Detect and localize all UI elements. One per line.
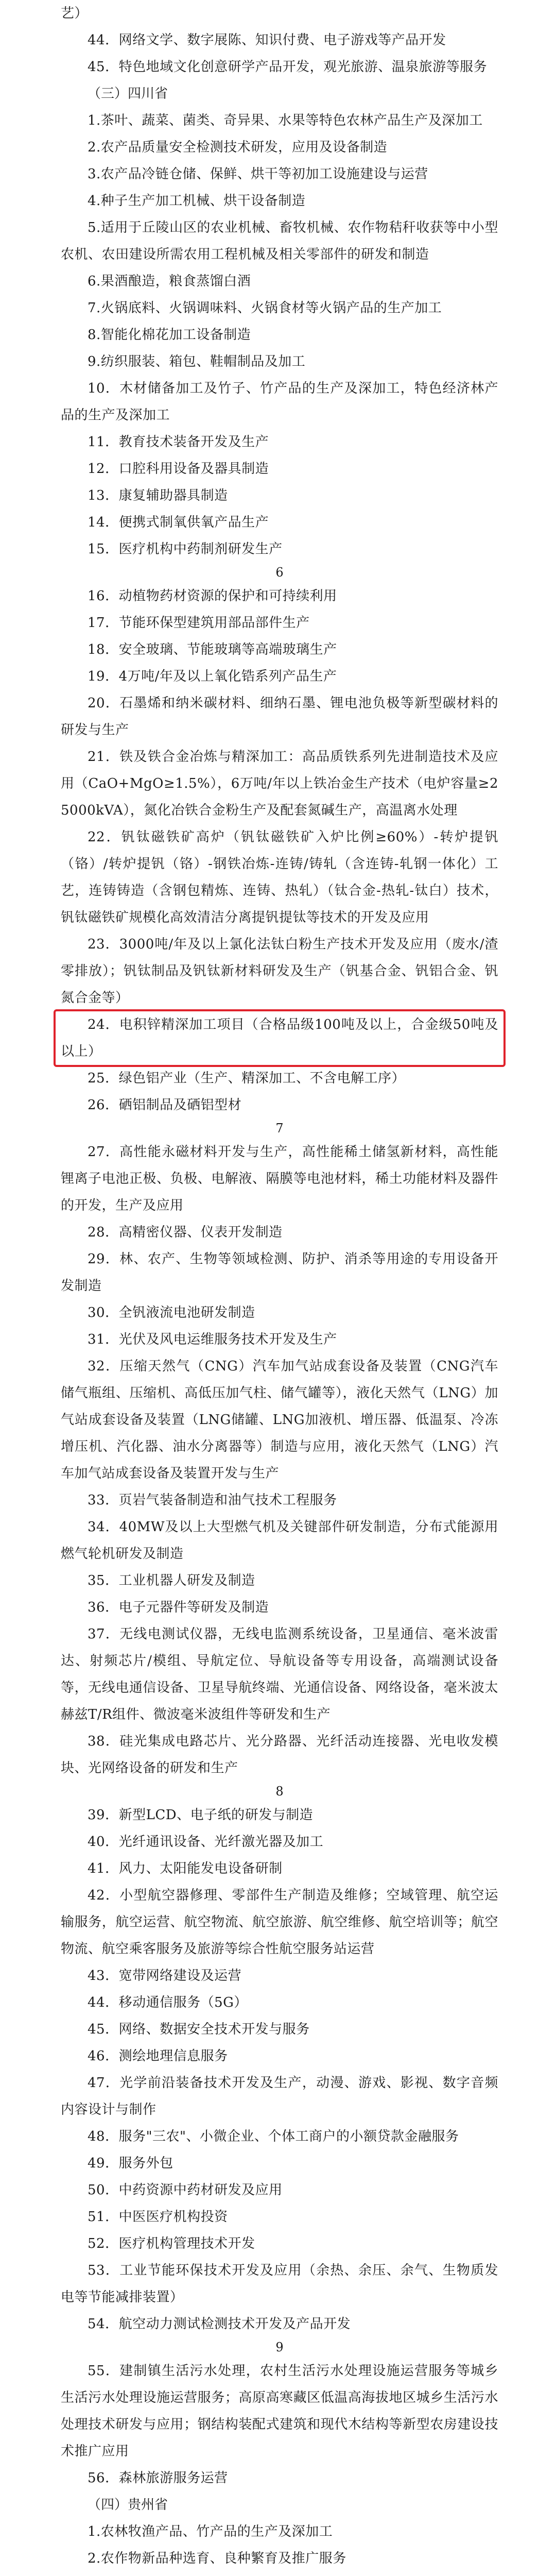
highlighted-list-item: 24．电积锌精深加工项目（合格品级100吨及以上，合金级50吨及以上） xyxy=(61,1017,498,1059)
list-item: 14．便携式制氧供氧产品生产 xyxy=(88,515,269,530)
list-item: 21．铁及铁合金冶炼与精深加工：高品质铁系列先进制造技术及应用（CaO+MgO≥1.5%），6万吨/年以上铁冶金生产技术（电炉容量≥25000kVA），氮化冶铁合金粉生产及配套氮碱生产，高温离水处理 xyxy=(61,749,498,818)
list-item: 39．新型LCD、电子纸的研发与制造 xyxy=(88,1807,314,1823)
list-item: 48．服务"三农"、小微企业、个体工商户的小额贷款金融服务 xyxy=(88,2129,459,2144)
list-item: 15．医疗机构中药制剂研发生产 xyxy=(88,541,283,557)
list-item: 16．动植物药材资源的保护和可持续利用 xyxy=(88,588,337,604)
list-item: 27．高性能永磁材料开发与生产，高性能稀土储氢新材料，高性能锂离子电池正极、负极、电解液、隔膜等电池材料，稀土功能材料及器件的开发，生产及应用 xyxy=(61,1144,498,1213)
list-item: 44．网络文学、数字展陈、知识付费、电子游戏等产品开发 xyxy=(88,32,446,48)
list-item: 29．林、农产、生物等领域检测、防护、消杀等用途的专用设备开发制造 xyxy=(61,1251,498,1294)
list-item: 40．光纤通讯设备、光纤激光器及加工 xyxy=(88,1834,324,1850)
list-item: 8.智能化棉花加工设备制造 xyxy=(88,327,251,343)
list-item: 31．光伏及风电运维服务技术开发及生产 xyxy=(88,1332,337,1347)
list-item: 25．绿色铝产业（生产、精深加工、不含电解工序） xyxy=(88,1071,406,1086)
list-item: 17．节能环保型建筑用部品部件生产 xyxy=(88,615,310,631)
list-item: 19．4万吨/年及以上氧化锆系列产品生产 xyxy=(88,669,337,684)
list-item: 33．页岩气装备制造和油气技术工程服务 xyxy=(88,1493,337,1508)
list-item: 12．口腔科用设备及器具制造 xyxy=(88,461,269,477)
highlight-region xyxy=(61,1011,498,1065)
list-item: 44．移动通信服务（5G） xyxy=(88,1995,248,2010)
list-item: 43．宽带网络建设及运营 xyxy=(88,1968,242,1984)
list-item: 1.农林牧渔产品、竹产品的生产及深加工 xyxy=(88,2524,333,2539)
list-item: 10．木材储备加工及竹子、竹产品的生产及深加工，特色经济林产品的生产及深加工 xyxy=(61,381,498,423)
list-item: 22．钒钛磁铁矿高炉（钒钛磁铁矿入炉比例≥60%）-转炉提钒（铬）/转炉提钒（铬）-钢铁冶炼-连铸/铸轧（含连铸-轧钢一体化）工艺，连铸铸造（含钢包精炼、连铸、热轧）（钛合金-热轧-钛白）技术，钒钛磁铁矿规模化高效清洁分离提钒提钛等技术的开发及应用 xyxy=(61,829,498,925)
list-item: 50．中药资源中药材研发及应用 xyxy=(88,2182,283,2198)
list-item: 35．工业机器人研发及制造 xyxy=(88,1573,255,1588)
list-item: 艺） xyxy=(61,6,89,21)
list-item: 7.火锅底料、火锅调味料、火锅食材等火锅产品的生产加工 xyxy=(88,300,442,316)
list-item: 51．中医医疗机构投资 xyxy=(88,2209,228,2225)
list-item: 5.适用于丘陵山区的农业机械、畜牧机械、农作物秸秆收获等中小型农机、农田建设所需农用工程机械及相关零部件的研发和制造 xyxy=(61,220,498,262)
list-item: 45．网络、数据安全技术开发与服务 xyxy=(88,2022,310,2037)
list-item: 2.农作物新品种选育、良种繁育及推广服务 xyxy=(88,2551,346,2566)
list-item: 42．小型航空器修理、零部件生产制造及维修；空域管理、航空运输服务，航空运营、航空物流、航空旅游、航空维修、航空培训等；航空物流、航空乘客服务及旅游等综合性航空服务站运营 xyxy=(61,1888,498,1957)
list-item: 46．测绘地理信息服务 xyxy=(88,2048,228,2064)
list-item: 6.果酒酿造，粮食蒸馏白酒 xyxy=(88,274,251,289)
list-item: 55．建制镇生活污水处理，农村生活污水处理设施运营服务等城乡生活污水处理设施运营服务；高原高寒藏区低温高海拔地区城乡生活污水处理技术研发与应用；钢结构装配式建筑和现代木结构等新型农房建设技术推广应用 xyxy=(61,2363,498,2459)
list-item: 36．电子元器件等研发及制造 xyxy=(88,1600,269,1615)
page-number: 6 xyxy=(275,565,284,580)
list-item: 30．全钒液流电池研发制造 xyxy=(88,1305,255,1320)
list-item: 41．风力、太阳能发电设备研制 xyxy=(88,1861,283,1876)
page-number: 8 xyxy=(275,1784,284,1799)
page-number: 9 xyxy=(275,2340,284,2354)
list-item: 11．教育技术装备开发及生产 xyxy=(88,434,269,450)
list-item: 26．硒铝制品及硒铝型材 xyxy=(88,1097,242,1113)
list-item: 28．高精密仪器、仪表开发制造 xyxy=(88,1225,283,1240)
list-item: 4.种子生产加工机械、烘干设备制造 xyxy=(88,193,306,209)
list-item: 9.纺织服装、箱包、鞋帽制品及加工 xyxy=(88,354,306,369)
section-heading: （四）贵州省 xyxy=(88,2497,168,2513)
list-item: 52．医疗机构管理技术开发 xyxy=(88,2236,255,2251)
list-item xyxy=(61,2572,498,2576)
section-heading: （三）四川省 xyxy=(88,86,168,101)
list-item: 1.茶叶、蔬菜、菌类、奇异果、水果等特色农林产品生产及深加工 xyxy=(88,113,483,128)
page-number: 7 xyxy=(275,1121,284,1136)
list-item: 47．光学前沿装备技术开发及生产，动漫、游戏、影视、数字音频内容设计与制作 xyxy=(61,2075,498,2117)
list-item: 53．工业节能环保技术开发及应用（余热、余压、余气、生物质发电等节能减排装置） xyxy=(61,2263,498,2305)
list-item: 56．森林旅游服务运营 xyxy=(88,2470,228,2486)
list-item: 34．40MW及以上大型燃气机及关键部件研发制造，分布式能源用燃气轮机研发及制造 xyxy=(61,1519,498,1562)
list-item: 23．3000吨/年及以上氯化法钛白粉生产技术开发及应用（废水/渣零排放）；钒钛制品及钒钛新材料研发及生产（钒基合金、钒铝合金、钒氮合金等） xyxy=(61,937,498,1006)
list-item: 37．无线电测试仪器，无线电监测系统设备，卫星通信、毫米波雷达、射频芯片/模组、导航定位、导航设备等专用设备，高端测试设备等，无线电通信设备、卫星导航终端、光通信设备、网络设备，毫米波太赫兹T/R组件、微波毫米波组件等研发和生产 xyxy=(61,1626,498,1722)
list-item: 32．压缩天然气（CNG）汽车加气站成套设备及装置（CNG汽车储气瓶组、压缩机、高低压加气柱、储气罐等），液化天然气（LNG）加气站成套设备及装置（LNG储罐、LNG加液机、增压器、低温泵、冷冻增压机、汽化器、油水分离器等）制造与应用，液化天然气（LNG）汽车加气站成套设备及装置开发与生产 xyxy=(61,1359,498,1481)
list-item: 3.农产品冷链仓储、保鲜、烘干等初加工设施建设与运营 xyxy=(88,166,428,182)
list-item: 49．服务外包 xyxy=(88,2156,173,2171)
list-item: 45．特色地域文化创意研学产品开发，观光旅游、温泉旅游等服务 xyxy=(88,59,488,75)
list-item: 13．康复辅助器具制造 xyxy=(88,488,228,503)
list-item: 2.农产品质量安全检测技术研发，应用及设备制造 xyxy=(88,140,388,155)
list-item: 20．石墨烯和纳米碳材料、细纳石墨、锂电池负极等新型碳材料的研发与生产 xyxy=(61,696,498,738)
list-item: 38．硅光集成电路芯片、光分路器、光纤活动连接器、光电收发模块、光网络设备的研发和生产 xyxy=(61,1734,498,1776)
document-page xyxy=(61,0,498,2576)
list-item: 18．安全玻璃、节能玻璃等高端玻璃生产 xyxy=(88,642,337,657)
list-item: 54．航空动力测试检测技术开发及产品开发 xyxy=(88,2316,351,2332)
